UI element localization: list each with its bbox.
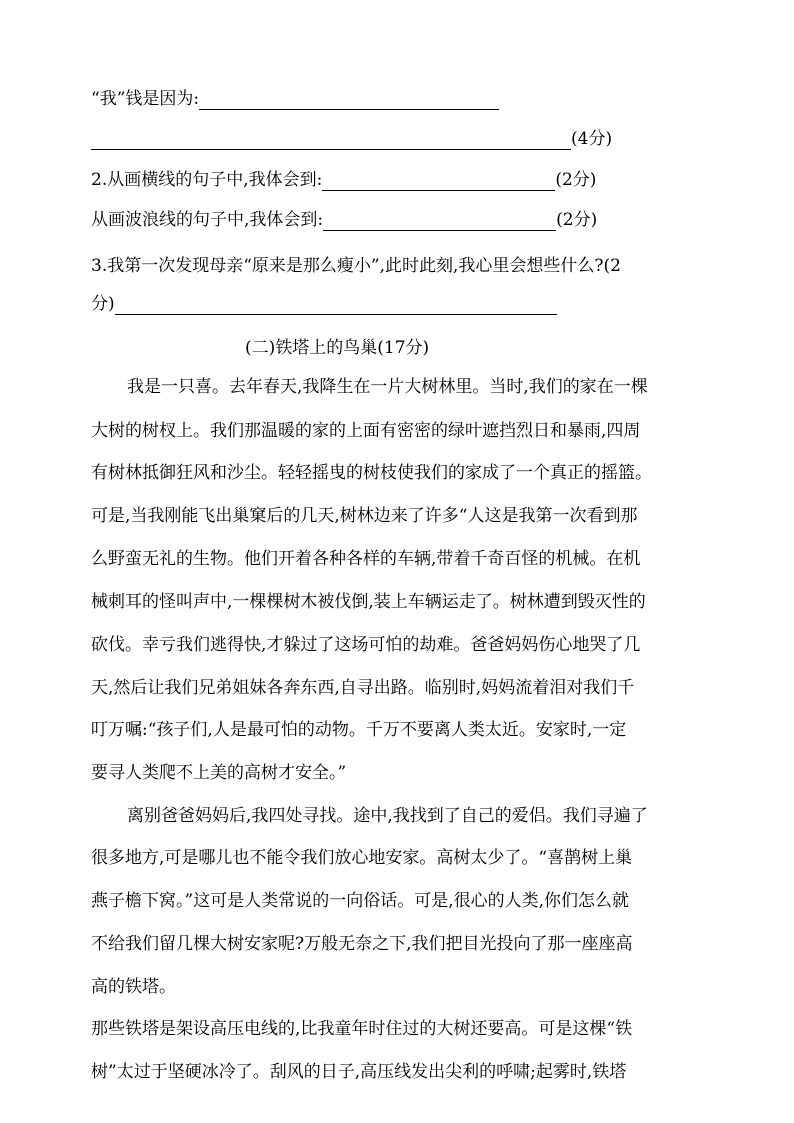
passage-line: 那些铁塔是架设高压电线的,比我童年时住过的大树还要高。可是这棵“铁 bbox=[91, 1019, 633, 1039]
question-2a bbox=[91, 169, 596, 191]
question-2a-prefix: 2.从画横线的句子中,我体会到: bbox=[91, 170, 323, 190]
passage-line: 可是,当我刚能飞出巢窠后的几天,树林边来了许多“人这是我第一次看到那 bbox=[91, 506, 638, 526]
answer-blank-2a[interactable] bbox=[322, 172, 555, 191]
passage-line: 天,然后让我们兄弟姐妹各奔东西,自寻出路。临别时,妈妈流着泪对我们千 bbox=[91, 678, 635, 698]
question-reason-prefix: “我”钱是因为: bbox=[91, 89, 200, 109]
question-2b bbox=[91, 209, 597, 231]
passage-line: 高的铁塔。 bbox=[91, 977, 176, 997]
passage-line: 很多地方,可是哪儿也不能令我们放心地安家。高树太少了。“喜鹊树上巢 bbox=[91, 848, 633, 868]
answer-blank-reason-1[interactable] bbox=[199, 91, 499, 110]
passage-line: 么野蛮无礼的生物。他们开着各种各样的车辆,带着千奇百怪的机械。在机 bbox=[91, 549, 641, 569]
passage-line: 离别爸爸妈妈后,我四处寻找。途中,我找到了自己的爱侣。我们寻遍了 bbox=[127, 806, 648, 826]
passage-line: 树”太过于坚硬冰冷了。刮风的日子,高压线发出尖利的呼啸;起雾时,铁塔 bbox=[91, 1062, 627, 1082]
question-2b-prefix: 从画波浪线的句子中,我体会到: bbox=[91, 210, 324, 230]
passage-line: 我是一只喜。去年春天,我降生在一片大树林里。当时,我们的家在一棵 bbox=[127, 377, 648, 397]
passage-line: 叮万嘱:“孩子们,人是最可怕的动物。千万不要离人类太近。安家时,一定 bbox=[91, 720, 627, 740]
passage-line: 械刺耳的怪叫声中,一棵棵树木被伐倒,装上车辆运走了。树林遭到毁灭性的 bbox=[91, 592, 646, 612]
question-3-continued bbox=[91, 293, 557, 315]
passage-line: 砍伐。幸亏我们逃得快,才躲过了这场可怕的劫难。爸爸妈妈伤心地哭了几 bbox=[91, 635, 641, 655]
question-3-prefix: 分) bbox=[91, 294, 115, 314]
passage-line: 燕子檐下窝。”这可是人类常说的一向俗话。可是,很心的人类,你们怎么就 bbox=[91, 891, 629, 911]
passage-line: 大树的树杈上。我们那温暖的家的上面有密密的绿叶遮挡烈日和暴雨,四周 bbox=[91, 421, 641, 441]
answer-blank-reason-2[interactable] bbox=[91, 131, 571, 150]
section-title: (二)铁塔上的鸟巢(17分) bbox=[245, 338, 430, 358]
passage-line: 要寻人类爬不上美的高树才安全。” bbox=[91, 763, 347, 783]
question-2b-score: (2分) bbox=[556, 210, 598, 230]
passage-line: 不给我们留几棵大树安家呢?万般无奈之下,我们把目光投向了那一座座高 bbox=[91, 934, 633, 954]
question-reason-continued bbox=[91, 128, 612, 150]
answer-blank-2b[interactable] bbox=[323, 212, 556, 231]
question-2a-score: (2分) bbox=[555, 170, 597, 190]
question-reason-score: (4分) bbox=[571, 129, 613, 149]
answer-blank-3[interactable] bbox=[115, 296, 557, 315]
question-reason bbox=[91, 88, 499, 110]
passage-line: 有树林抵御狂风和沙尘。轻轻摇曳的树枝使我们的家成了一个真正的摇篮。 bbox=[91, 463, 652, 483]
question-3: 3.我第一次发现母亲“原来是那么瘦小”,此时此刻,我心里会想些什么?(2 bbox=[91, 256, 621, 276]
